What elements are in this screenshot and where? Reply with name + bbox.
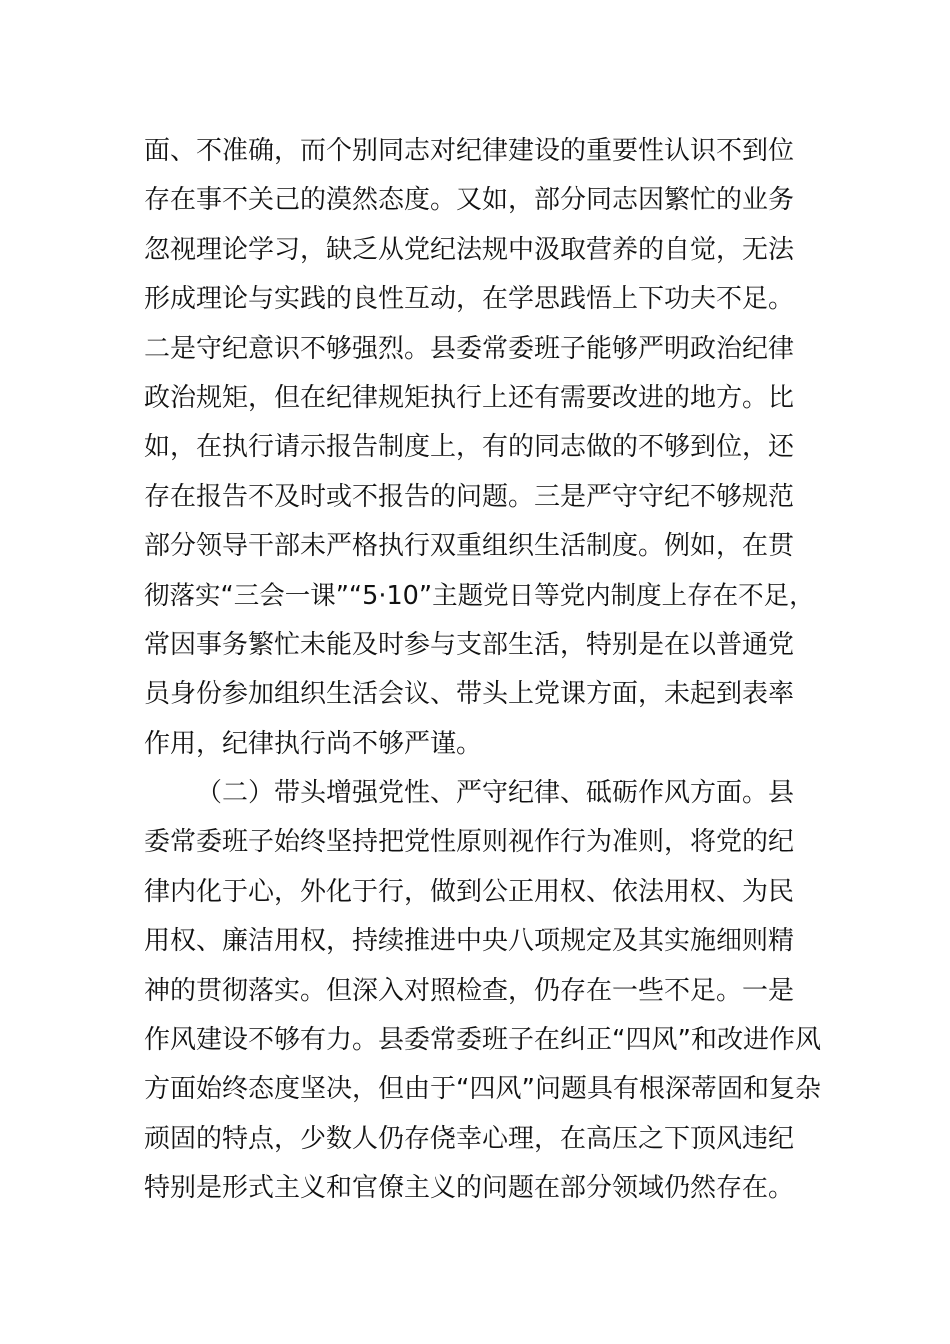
text-line: 面、不准确，而个别同志对纪律建设的重要性认识不到位 — [144, 136, 795, 166]
text-line: 委常委班子始终坚持把党性原则视作行为准则，将党的纪 — [144, 827, 795, 858]
text-line: 律内化于心，外化于行，做到公正用权、依法用权、为民 — [144, 876, 795, 907]
text-line: 形成理论与实践的良性互动，在学思践悟上下功夫不足。 — [144, 284, 795, 315]
text-line: 作用，纪律执行尚不够严谨。 — [144, 728, 483, 759]
text-line: 常因事务繁忙未能及时参与支部生活，特别是在以普通党 — [144, 629, 795, 660]
text-line: 员身份参加组织生活会议、带头上党课方面，未起到表率 — [144, 679, 795, 710]
text-line: 二是守纪意识不够强烈。县委常委班子能够严明政治纪律 — [144, 333, 795, 364]
text-line: 忽视理论学习，缺乏从党纪法规中汲取营养的自觉，无法 — [144, 234, 795, 265]
text-line: 特别是形式主义和官僚主义的问题在部分领域仍然存在。 — [144, 1173, 795, 1204]
section-heading-line: （二）带头增强党性、严守纪律、砥砺作风方面。县 — [196, 778, 795, 809]
text-line: 如，在执行请示报告制度上，有的同志做的不够到位，还 — [144, 432, 795, 463]
text-line: 部分领导干部未严格执行双重组织生活制度。例如，在贯 — [144, 531, 795, 562]
text-line: 方面始终态度坚决，但由于“四风”问题具有根深蒂固和复杂 — [144, 1074, 821, 1105]
text-line: 彻落实“三会一课”“5·10”主题党日等党内制度上存在不足， — [144, 580, 815, 611]
text-line: 作风建设不够有力。县委常委班子在纠正“四风”和改进作风 — [144, 1025, 821, 1056]
body-text — [144, 127, 824, 1214]
text-line: 存在事不关己的漠然态度。又如，部分同志因繁忙的业务 — [144, 185, 795, 216]
text-line: 顽固的特点，少数人仍存侥幸心理，在高压之下顶风违纪 — [144, 1123, 795, 1154]
text-line: 存在报告不及时或不报告的问题。三是严守守纪不够规范 — [144, 481, 795, 512]
text-line: 政治规矩，但在纪律规矩执行上还有需要改进的地方。比 — [144, 382, 795, 413]
text-line: 用权、廉洁用权，持续推进中央八项规定及其实施细则精 — [144, 926, 795, 957]
text-line: 神的贯彻落实。但深入对照检查，仍存在一些不足。一是 — [144, 975, 795, 1006]
